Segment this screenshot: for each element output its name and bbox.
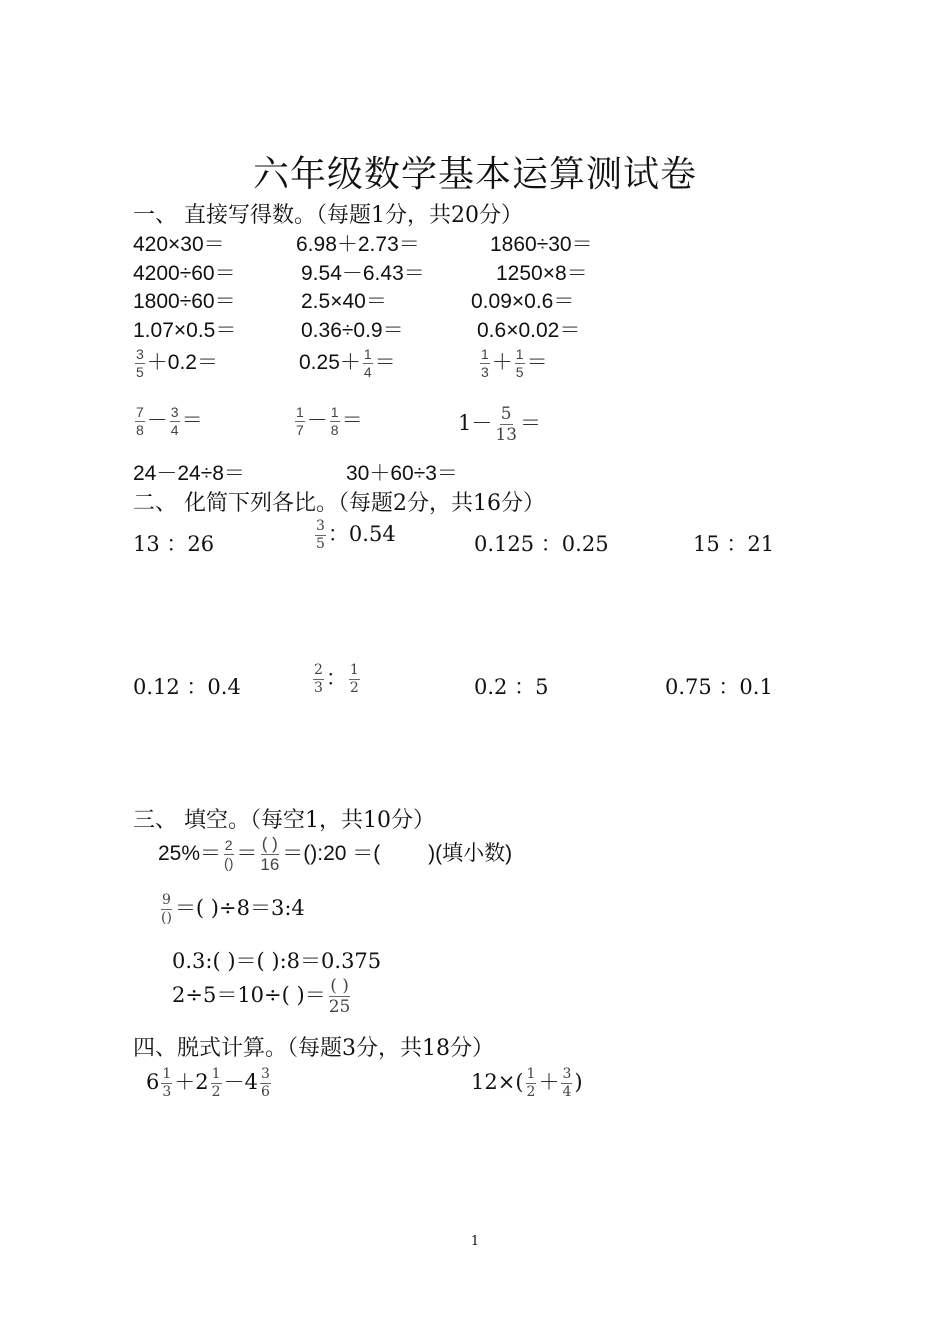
s1-f2-b: $\frac{1}{7}$ － $\frac{1}{8}$ ＝	[296, 404, 363, 438]
section-3-heading: 三、 填空。（每空1，共10分）	[133, 808, 435, 833]
s1-f1-b: 0.25＋ $\frac{1}{4}$ ＝	[299, 346, 396, 380]
s1-r4-c2: 0.36÷0.9＝	[301, 319, 404, 342]
s1-r5-c2: 30＋60÷3＝	[346, 462, 458, 485]
s2-ratio-8: 0.75 ：0.1	[665, 675, 773, 699]
fraction: $\frac{1}{2}$	[211, 1066, 221, 1100]
fraction: $\frac{7}{8}$	[136, 404, 144, 438]
section-1-heading: 一、 直接写得数。（每题1分，共20分）	[133, 203, 523, 228]
fraction: $\frac{3}{5}$	[136, 346, 144, 380]
fraction: $\frac{3}{5}$	[316, 518, 325, 552]
s1-f2-a: $\frac{7}{8}$ － $\frac{3}{4}$ ＝	[136, 404, 203, 438]
s1-f2-c: 1－ $\frac{5}{13}$ ＝	[458, 404, 542, 445]
fraction: $\frac{3}{4}$	[170, 404, 179, 438]
s1-r1-c1: 420×30＝	[133, 233, 225, 256]
s1-r5-c1: 24－24÷8＝	[133, 462, 245, 485]
s1-r3-c2: 2.5×40＝	[301, 290, 387, 313]
fraction: $\frac{1}{4}$	[363, 346, 372, 380]
s1-r2-c1: 4200÷60＝	[133, 262, 236, 285]
fraction: $\frac{1}{3}$	[481, 346, 489, 380]
fraction: $\frac{1}{5}$	[515, 346, 524, 380]
fraction: $\frac{( )}{25}$	[328, 976, 351, 1017]
s3-line-4: 2÷5＝10÷( )＝ $\frac{( )}{25}$	[172, 976, 351, 1017]
s3-line-2: $\frac{9}{()}$ ＝( )÷8＝3:4	[161, 892, 305, 926]
page-number: 1	[470, 1234, 480, 1249]
section-4-heading: 四、脱式计算。（每题3分，共18分）	[133, 1036, 494, 1061]
s3-line-1: 25%＝ $\frac{2}{()}$ ＝ $\frac{( )}{16}$ ＝():20 ＝( )(填小数)	[158, 834, 513, 874]
s1-f1-c: $\frac{1}{3}$ ＋ $\frac{1}{5}$ ＝	[481, 346, 548, 380]
s1-r4-c1: 1.07×0.5＝	[133, 319, 237, 342]
s4-expr-1: 6 $\frac{1}{3}$ ＋2 $\frac{1}{2}$ －4 $\frac{3}{6}$	[146, 1066, 270, 1100]
s1-r2-c3: 1250×8＝	[496, 262, 588, 285]
fraction: $\frac{3}{6}$	[260, 1066, 270, 1100]
s1-r3-c1: 1800÷60＝	[133, 290, 236, 313]
page-title: 六年级数学基本运算测试卷	[252, 154, 697, 195]
s1-r2-c2: 9.54－6.43＝	[301, 262, 425, 285]
s1-r3-c3: 0.09×0.6＝	[471, 290, 575, 313]
fraction: $\frac{1}{2}$	[526, 1066, 536, 1100]
fraction: $\frac{1}{3}$	[162, 1066, 172, 1100]
s1-r1-c3: 1860÷30＝	[490, 233, 593, 256]
fraction: $\frac{1}{2}$	[349, 662, 359, 696]
section-2-heading: 二、 化简下列各比。（每题2分，共16分）	[133, 491, 545, 516]
fraction: $\frac{3}{4}$	[562, 1066, 572, 1100]
s1-r1-c2: 6.98＋2.73＝	[296, 233, 420, 256]
s2-ratio-5: 0.12 ：0.4	[133, 675, 241, 699]
fraction: $\frac{1}{8}$	[330, 404, 339, 438]
fraction: $\frac{2}{3}$	[314, 662, 323, 696]
s2-ratio-2: $\frac{3}{5}$ ：0.54	[316, 518, 396, 552]
s2-ratio-1: 13 ：26	[133, 532, 215, 556]
fraction: $\frac{1}{7}$	[296, 404, 304, 438]
s1-r4-c3: 0.6×0.02＝	[477, 319, 581, 342]
fraction: $\frac{( )}{16}$	[260, 834, 280, 874]
fraction: $\frac{2}{()}$	[224, 837, 234, 871]
s4-expr-2: 12×( $\frac{1}{2}$ ＋ $\frac{3}{4}$ )	[471, 1066, 583, 1100]
s1-f1-a: $\frac{3}{5}$ ＋0.2＝	[136, 346, 218, 380]
s2-ratio-4: 15 ：21	[693, 532, 775, 556]
s2-ratio-7: 0.2 ：5	[474, 675, 549, 699]
s3-line-3: 0.3:( )＝( ):8＝0.375	[172, 949, 382, 973]
fraction: $\frac{9}{()}$	[161, 892, 172, 926]
s2-ratio-3: 0.125 ：0.25	[474, 532, 609, 556]
s2-ratio-6: $\frac{2}{3}$ ： $\frac{1}{2}$	[314, 662, 359, 696]
fraction: $\frac{5}{13}$	[495, 404, 518, 445]
